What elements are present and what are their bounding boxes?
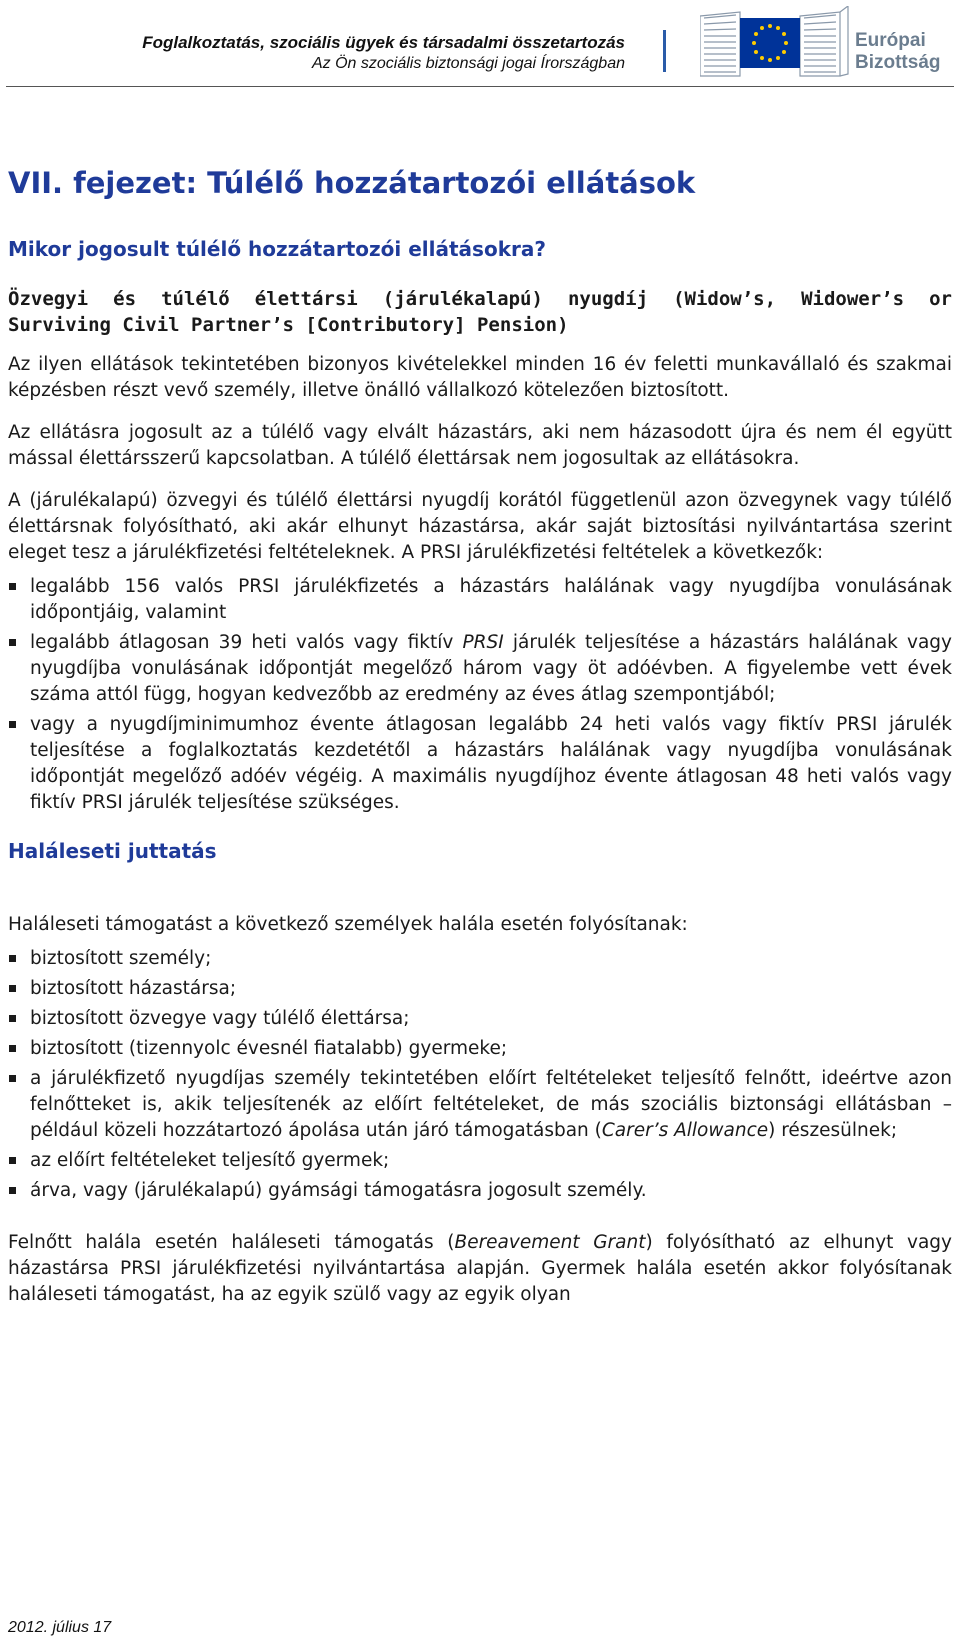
document-body <box>8 165 952 1324</box>
pension-title: Özvegyi és túlélő élettársi (járulékalapú) nyugdíj (Widow’s, Widower’s or Surviving Civil Partner’s [Contributory] Pension) <box>8 288 952 336</box>
paragraph-bereavement-grant: Felnőtt halála esetén haláleseti támogatás (Bereavement Grant) folyósítható az elhunyt vagy házastársa PRSI járulékfizetési nyilvántartása alapján. Gyermek halála esetén akkor folyósítanak haláleseti támogatást, ha az egyik szülő vagy az egyik olyan <box>8 1232 952 1305</box>
bullet-icon <box>9 955 16 962</box>
logo-text-line1: Európai <box>855 30 926 51</box>
header-subtitle: Az Ön szociális biztonsági jogai Írországban <box>311 55 625 72</box>
bullet-icon <box>9 985 16 992</box>
bullet-icon <box>9 1075 16 1082</box>
bullet-icon <box>9 1045 16 1052</box>
bullet-icon <box>9 583 16 590</box>
question-heading: Mikor jogosult túlélő hozzátartozói ellátásokra? <box>8 237 546 261</box>
page-header <box>0 0 960 88</box>
chapter-title: VII. fejezet: Túlélő hozzátartozói ellátások <box>8 166 696 200</box>
bullet-icon <box>9 1187 16 1194</box>
death-grant-heading: Haláleseti juttatás <box>8 839 217 863</box>
commission-building-icon <box>700 6 850 78</box>
list-item: legalább 156 valós PRSI járulékfizetés a házastárs halálának vagy nyugdíjba vonulásának időpontjáig, valamint <box>8 574 952 626</box>
death-grant-intro: Haláleseti támogatást a következő személyek halála esetén folyósítanak: <box>8 914 688 935</box>
bullet-icon <box>9 1015 16 1022</box>
death-grant-list <box>8 946 952 1204</box>
list-item: vagy a nyugdíjminimumhoz évente átlagosan legalább 24 heti valós vagy fiktív PRSI járulék teljesítése a foglalkoztatás kezdetétől a házastárs halálának vagy nyugdíjba vonulásának időpontját megelőző adóév végéig. A maximális nyugdíjhoz évente átlagosan 48 heti valós vagy fiktív PRSI járulék teljesítése szükséges. <box>8 712 952 816</box>
bullet-icon <box>9 1157 16 1164</box>
list-item: árva, vagy (járulékalapú) gyámsági támogatásra jogosult személy. <box>8 1178 952 1204</box>
list-item: biztosított házastársa; <box>8 976 952 1002</box>
paragraph-conditions: A (járulékalapú) özvegyi és túlélő élettársi nyugdíj korától függetlenül azon özvegynek vagy túlélő élettársnak folyósítható, aki akár elhunyt házastársa, akár saját biztosítási nyilvántartása szerint eleget tesz a járulékfizetési feltételeknek. A PRSI járulékfizetési feltételek a következők: <box>8 490 952 563</box>
logo-text-line2: Bizottság <box>855 52 941 73</box>
bullet-icon <box>9 721 16 728</box>
paragraph-eligibility: Az ellátásra jogosult az a túlélő vagy elvált házastárs, aki nem házasodott újra és nem él együtt mással élettársszerű kapcsolatban. A túlélő élettársak nem jogosultak az ellátásokra. <box>8 422 952 469</box>
conditions-list <box>8 574 952 816</box>
list-item: legalább átlagosan 39 heti valós vagy fiktív PRSI járulék teljesítése a házastárs halálának vagy nyugdíjba vonulásának időpontját megelőző három vagy öt adóévben. A figyelembe vett évek száma attól függ, hogyan kedvezőbb az eredmény az éves átlag szempontjából; <box>8 630 952 708</box>
page-footer-date: 2012. július 17 <box>8 1619 112 1636</box>
list-item: biztosított özvegye vagy túlélő élettársa; <box>8 1006 952 1032</box>
paragraph-insured: Az ilyen ellátások tekintetében bizonyos kivételekkel minden 16 év feletti munkavállaló és szakmai képzésben részt vevő személy, illetve önálló vállalkozó kötelezően biztosított. <box>8 354 952 401</box>
header-rule <box>6 86 954 87</box>
bullet-icon <box>9 639 16 646</box>
list-item: az előírt feltételeket teljesítő gyermek; <box>8 1148 952 1174</box>
list-item: biztosított személy; <box>8 946 952 972</box>
list-item: biztosított (tizennyolc évesnél fiatalabb) gyermeke; <box>8 1036 952 1062</box>
header-divider <box>663 30 666 72</box>
list-item: a járulékfizető nyugdíjas személy tekintetében előírt feltételeket teljesítő felnőtt, ideértve azon felnőtteket is, akik teljesítenék az előírt feltételeket, de más szociális biztonsági ellátásban – például közeli hozzátartozó ápolása után járó támogatásban (Carer’s Allowance) részesülnek; <box>8 1066 952 1144</box>
header-title: Foglalkoztatás, szociális ügyek és társadalmi összetartozás <box>142 33 625 52</box>
